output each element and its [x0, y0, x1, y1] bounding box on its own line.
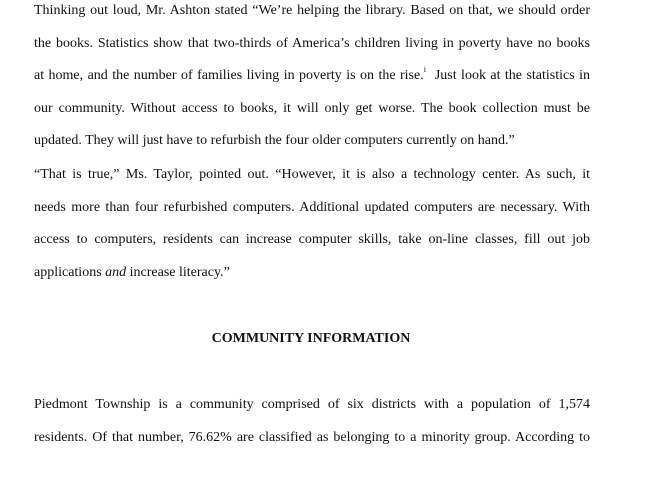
- paragraph-2-line-4-start: applications: [34, 265, 102, 280]
- paragraph-3-line-2: residents. Of that number, 76.62% are classified as belonging to a minority group. According to: [34, 430, 590, 445]
- paragraph-1-line-3-rest: Just look at the statistics in: [434, 68, 591, 83]
- footnote-marker: i: [423, 65, 426, 75]
- paragraph-1-line-2: the books. Statistics show that two-thirds of America’s children living in poverty have no books: [34, 36, 590, 51]
- paragraph-2-line-4-end: increase literacy.”: [129, 265, 230, 280]
- paragraph-1-line-4: our community. Without access to books, it will only get worse. The book collection must be: [34, 101, 590, 116]
- paragraph-1-line-3-text: at home, and the number of families living in poverty is on the rise.: [34, 68, 424, 83]
- paragraph-3-line-1: Piedmont Township is a community comprised of six districts with a population of 1,574: [34, 397, 590, 412]
- paragraph-2-line-4: [34, 264, 590, 282]
- paragraph-1-line-5: updated. They will just have to refurbish the four older computers currently on hand.”: [34, 133, 515, 148]
- paragraph-1-line-1: Thinking out loud, Mr. Ashton stated “We’re helping the library. Based on that, we should order: [34, 3, 590, 18]
- paragraph-1-line-3: [34, 67, 590, 85]
- paragraph-2-line-1: “That is true,” Ms. Taylor, pointed out. “However, it is also a technology center. As such, it: [34, 167, 590, 182]
- paragraph-2-line-2: needs more than four refurbished computers. Additional updated computers are necessary. With: [34, 200, 590, 215]
- paragraph-2-emphasis: and: [105, 265, 127, 280]
- paragraph-2-line-3: access to computers, residents can increase computer skills, take on-line classes, fill out job: [34, 232, 590, 247]
- section-heading: COMMUNITY INFORMATION: [211, 331, 411, 346]
